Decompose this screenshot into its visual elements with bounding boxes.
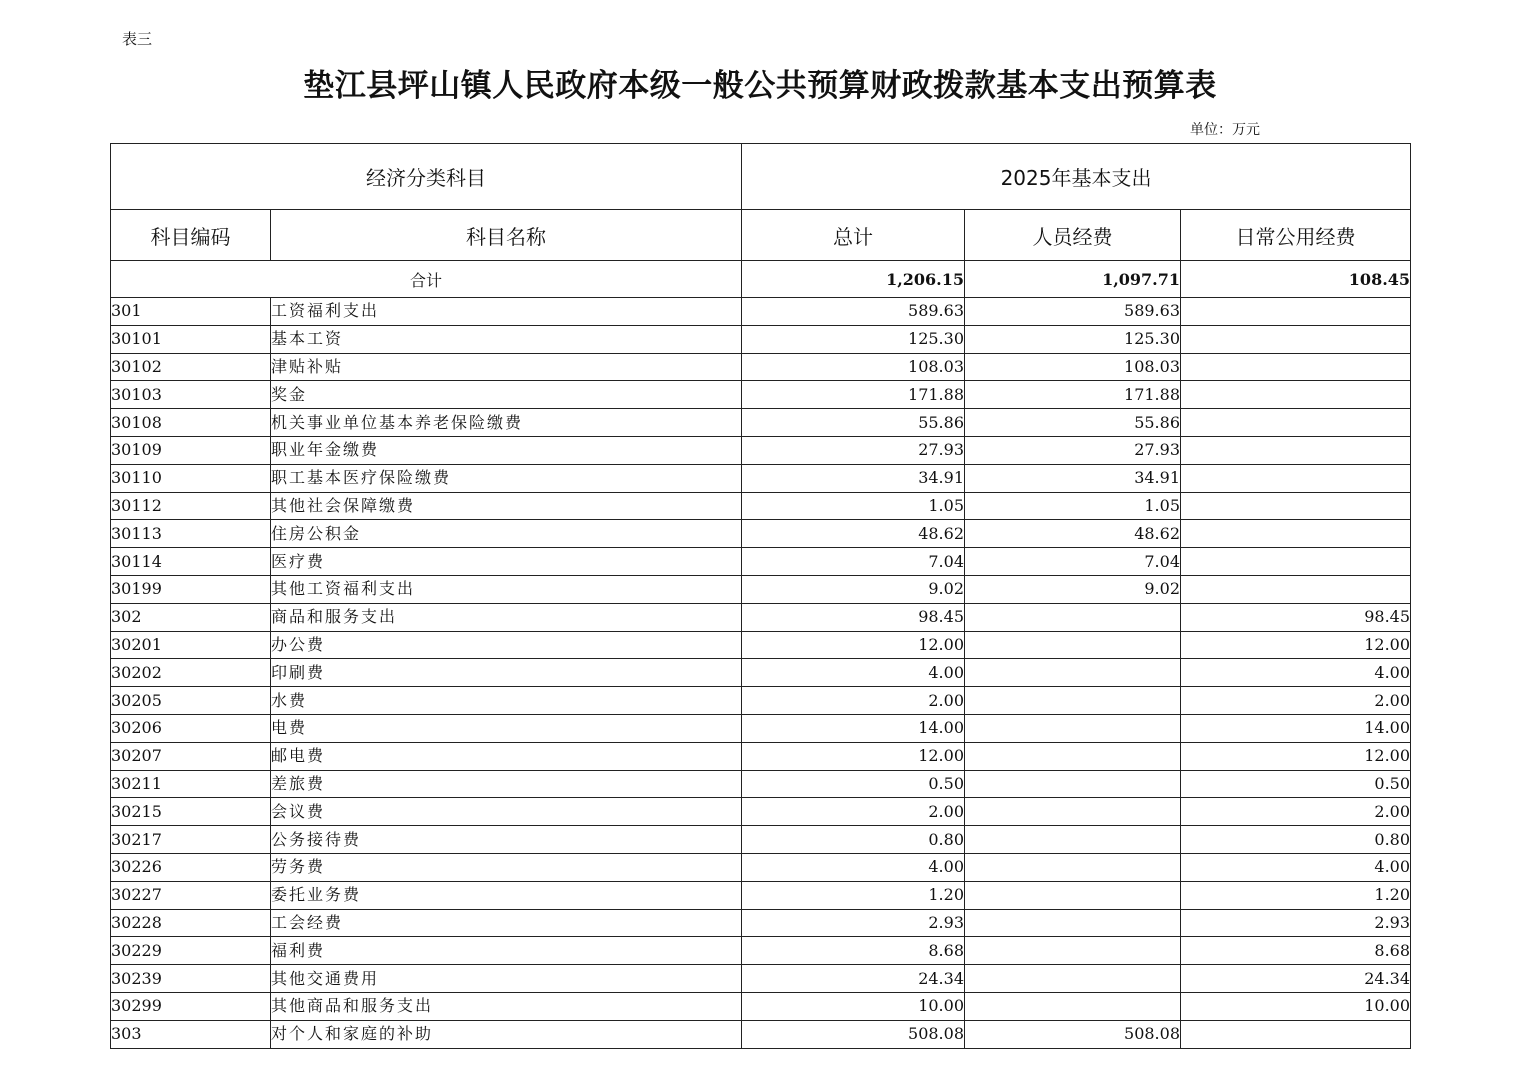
table-row <box>111 436 1411 464</box>
table-row <box>111 464 1411 492</box>
cell-public <box>1181 436 1411 464</box>
cell-personnel: 7.04 <box>965 548 1181 576</box>
table-label: 表三 <box>122 30 153 48</box>
cell-name: 基本工资 <box>271 325 742 353</box>
cell-total: 10.00 <box>742 992 965 1020</box>
cell-public: 2.00 <box>1181 687 1411 715</box>
cell-total: 48.62 <box>742 520 965 548</box>
cell-total: 0.80 <box>742 826 965 854</box>
total-public: 108.45 <box>1181 261 1411 298</box>
cell-personnel <box>965 992 1181 1020</box>
cell-code: 30227 <box>111 881 271 909</box>
cell-public <box>1181 575 1411 603</box>
cell-name: 福利费 <box>271 937 742 965</box>
table-row <box>111 992 1411 1020</box>
table-row <box>111 937 1411 965</box>
cell-public: 2.93 <box>1181 909 1411 937</box>
cell-code: 30217 <box>111 826 271 854</box>
cell-name: 水费 <box>271 687 742 715</box>
cell-personnel <box>965 826 1181 854</box>
unit-label: 单位：万元 <box>1190 122 1260 138</box>
cell-code: 30299 <box>111 992 271 1020</box>
header-public-expense: 日常公用经费 <box>1181 210 1411 261</box>
table-row <box>111 603 1411 631</box>
header-basic-expenditure: 2025年基本支出 <box>742 144 1411 210</box>
table-row <box>111 1020 1411 1048</box>
cell-public <box>1181 298 1411 326</box>
cell-name: 职业年金缴费 <box>271 436 742 464</box>
cell-public: 2.00 <box>1181 798 1411 826</box>
cell-total: 12.00 <box>742 742 965 770</box>
cell-name: 印刷费 <box>271 659 742 687</box>
cell-total: 12.00 <box>742 631 965 659</box>
cell-personnel: 589.63 <box>965 298 1181 326</box>
table-row <box>111 687 1411 715</box>
cell-name: 邮电费 <box>271 742 742 770</box>
cell-personnel: 171.88 <box>965 381 1181 409</box>
table-row <box>111 659 1411 687</box>
header-total: 总计 <box>742 210 965 261</box>
cell-name: 机关事业单位基本养老保险缴费 <box>271 409 742 437</box>
cell-personnel <box>965 631 1181 659</box>
cell-code: 303 <box>111 1020 271 1048</box>
cell-code: 30228 <box>111 909 271 937</box>
cell-personnel: 34.91 <box>965 464 1181 492</box>
cell-total: 34.91 <box>742 464 965 492</box>
cell-code: 30101 <box>111 325 271 353</box>
table-row <box>111 826 1411 854</box>
cell-public: 12.00 <box>1181 631 1411 659</box>
cell-code: 30110 <box>111 464 271 492</box>
cell-personnel <box>965 881 1181 909</box>
cell-public: 0.80 <box>1181 826 1411 854</box>
cell-public: 98.45 <box>1181 603 1411 631</box>
cell-total: 98.45 <box>742 603 965 631</box>
cell-personnel <box>965 937 1181 965</box>
cell-total: 1.05 <box>742 492 965 520</box>
budget-table <box>110 143 1411 1049</box>
cell-personnel: 9.02 <box>965 575 1181 603</box>
cell-name: 工资福利支出 <box>271 298 742 326</box>
total-label: 合计 <box>111 261 742 298</box>
table-row <box>111 325 1411 353</box>
table-row <box>111 798 1411 826</box>
cell-personnel: 125.30 <box>965 325 1181 353</box>
cell-public <box>1181 464 1411 492</box>
cell-public: 12.00 <box>1181 742 1411 770</box>
cell-name: 津贴补贴 <box>271 353 742 381</box>
cell-code: 30113 <box>111 520 271 548</box>
cell-public <box>1181 409 1411 437</box>
cell-name: 电费 <box>271 714 742 742</box>
cell-code: 30206 <box>111 714 271 742</box>
cell-public: 4.00 <box>1181 853 1411 881</box>
cell-code: 30103 <box>111 381 271 409</box>
cell-name: 劳务费 <box>271 853 742 881</box>
table-row <box>111 881 1411 909</box>
cell-code: 30201 <box>111 631 271 659</box>
table-row <box>111 381 1411 409</box>
cell-public: 1.20 <box>1181 881 1411 909</box>
cell-personnel <box>965 742 1181 770</box>
cell-code: 30102 <box>111 353 271 381</box>
cell-public <box>1181 1020 1411 1048</box>
total-row <box>111 261 1411 298</box>
table-row <box>111 409 1411 437</box>
cell-total: 14.00 <box>742 714 965 742</box>
cell-total: 0.50 <box>742 770 965 798</box>
table-row <box>111 520 1411 548</box>
cell-name: 奖金 <box>271 381 742 409</box>
cell-name: 办公费 <box>271 631 742 659</box>
cell-name: 其他商品和服务支出 <box>271 992 742 1020</box>
cell-total: 2.00 <box>742 687 965 715</box>
cell-total: 2.93 <box>742 909 965 937</box>
cell-total: 24.34 <box>742 965 965 993</box>
page-title: 垫江县坪山镇人民政府本级一般公共预算财政拨款基本支出预算表 <box>303 68 1217 104</box>
cell-public: 10.00 <box>1181 992 1411 1020</box>
cell-personnel <box>965 687 1181 715</box>
cell-name: 委托业务费 <box>271 881 742 909</box>
cell-personnel <box>965 853 1181 881</box>
cell-total: 589.63 <box>742 298 965 326</box>
cell-code: 302 <box>111 603 271 631</box>
cell-personnel: 108.03 <box>965 353 1181 381</box>
cell-public <box>1181 548 1411 576</box>
cell-code: 30226 <box>111 853 271 881</box>
cell-personnel: 27.93 <box>965 436 1181 464</box>
cell-code: 30114 <box>111 548 271 576</box>
cell-personnel <box>965 909 1181 937</box>
cell-name: 差旅费 <box>271 770 742 798</box>
cell-name: 职工基本医疗保险缴费 <box>271 464 742 492</box>
cell-total: 2.00 <box>742 798 965 826</box>
cell-total: 7.04 <box>742 548 965 576</box>
cell-total: 125.30 <box>742 325 965 353</box>
cell-total: 55.86 <box>742 409 965 437</box>
cell-name: 商品和服务支出 <box>271 603 742 631</box>
cell-code: 30215 <box>111 798 271 826</box>
cell-name: 会议费 <box>271 798 742 826</box>
cell-personnel: 48.62 <box>965 520 1181 548</box>
total-personnel: 1,097.71 <box>965 261 1181 298</box>
table-row <box>111 853 1411 881</box>
cell-personnel <box>965 965 1181 993</box>
cell-personnel <box>965 770 1181 798</box>
cell-code: 30108 <box>111 409 271 437</box>
cell-code: 301 <box>111 298 271 326</box>
cell-total: 4.00 <box>742 659 965 687</box>
cell-code: 30199 <box>111 575 271 603</box>
cell-public <box>1181 520 1411 548</box>
cell-public: 8.68 <box>1181 937 1411 965</box>
header-subject-name: 科目名称 <box>271 210 742 261</box>
cell-public <box>1181 325 1411 353</box>
cell-total: 4.00 <box>742 853 965 881</box>
cell-public: 0.50 <box>1181 770 1411 798</box>
cell-code: 30207 <box>111 742 271 770</box>
cell-code: 30205 <box>111 687 271 715</box>
cell-personnel <box>965 659 1181 687</box>
total-amount: 1,206.15 <box>742 261 965 298</box>
cell-code: 30211 <box>111 770 271 798</box>
table-row <box>111 575 1411 603</box>
cell-name: 医疗费 <box>271 548 742 576</box>
cell-total: 9.02 <box>742 575 965 603</box>
cell-public: 24.34 <box>1181 965 1411 993</box>
cell-total: 171.88 <box>742 381 965 409</box>
cell-public: 14.00 <box>1181 714 1411 742</box>
cell-code: 30239 <box>111 965 271 993</box>
cell-code: 30112 <box>111 492 271 520</box>
table-row <box>111 714 1411 742</box>
header-economic-classification: 经济分类科目 <box>111 144 742 210</box>
cell-name: 工会经费 <box>271 909 742 937</box>
cell-personnel <box>965 798 1181 826</box>
header-personnel-expense: 人员经费 <box>965 210 1181 261</box>
cell-code: 30202 <box>111 659 271 687</box>
cell-personnel: 55.86 <box>965 409 1181 437</box>
cell-total: 108.03 <box>742 353 965 381</box>
cell-personnel: 508.08 <box>965 1020 1181 1048</box>
cell-public: 4.00 <box>1181 659 1411 687</box>
table-row <box>111 631 1411 659</box>
cell-public <box>1181 381 1411 409</box>
table-row <box>111 965 1411 993</box>
cell-personnel <box>965 603 1181 631</box>
cell-public <box>1181 353 1411 381</box>
cell-name: 对个人和家庭的补助 <box>271 1020 742 1048</box>
cell-public <box>1181 492 1411 520</box>
cell-code: 30229 <box>111 937 271 965</box>
table-row <box>111 770 1411 798</box>
cell-name: 公务接待费 <box>271 826 742 854</box>
cell-total: 1.20 <box>742 881 965 909</box>
cell-total: 27.93 <box>742 436 965 464</box>
table-row <box>111 298 1411 326</box>
cell-name: 其他交通费用 <box>271 965 742 993</box>
cell-name: 其他社会保障缴费 <box>271 492 742 520</box>
cell-total: 8.68 <box>742 937 965 965</box>
table-row <box>111 548 1411 576</box>
table-row <box>111 742 1411 770</box>
table-row <box>111 909 1411 937</box>
cell-name: 住房公积金 <box>271 520 742 548</box>
cell-personnel <box>965 714 1181 742</box>
cell-personnel: 1.05 <box>965 492 1181 520</box>
cell-code: 30109 <box>111 436 271 464</box>
header-subject-code: 科目编码 <box>111 210 271 261</box>
cell-total: 508.08 <box>742 1020 965 1048</box>
cell-name: 其他工资福利支出 <box>271 575 742 603</box>
table-row <box>111 492 1411 520</box>
table-row <box>111 353 1411 381</box>
